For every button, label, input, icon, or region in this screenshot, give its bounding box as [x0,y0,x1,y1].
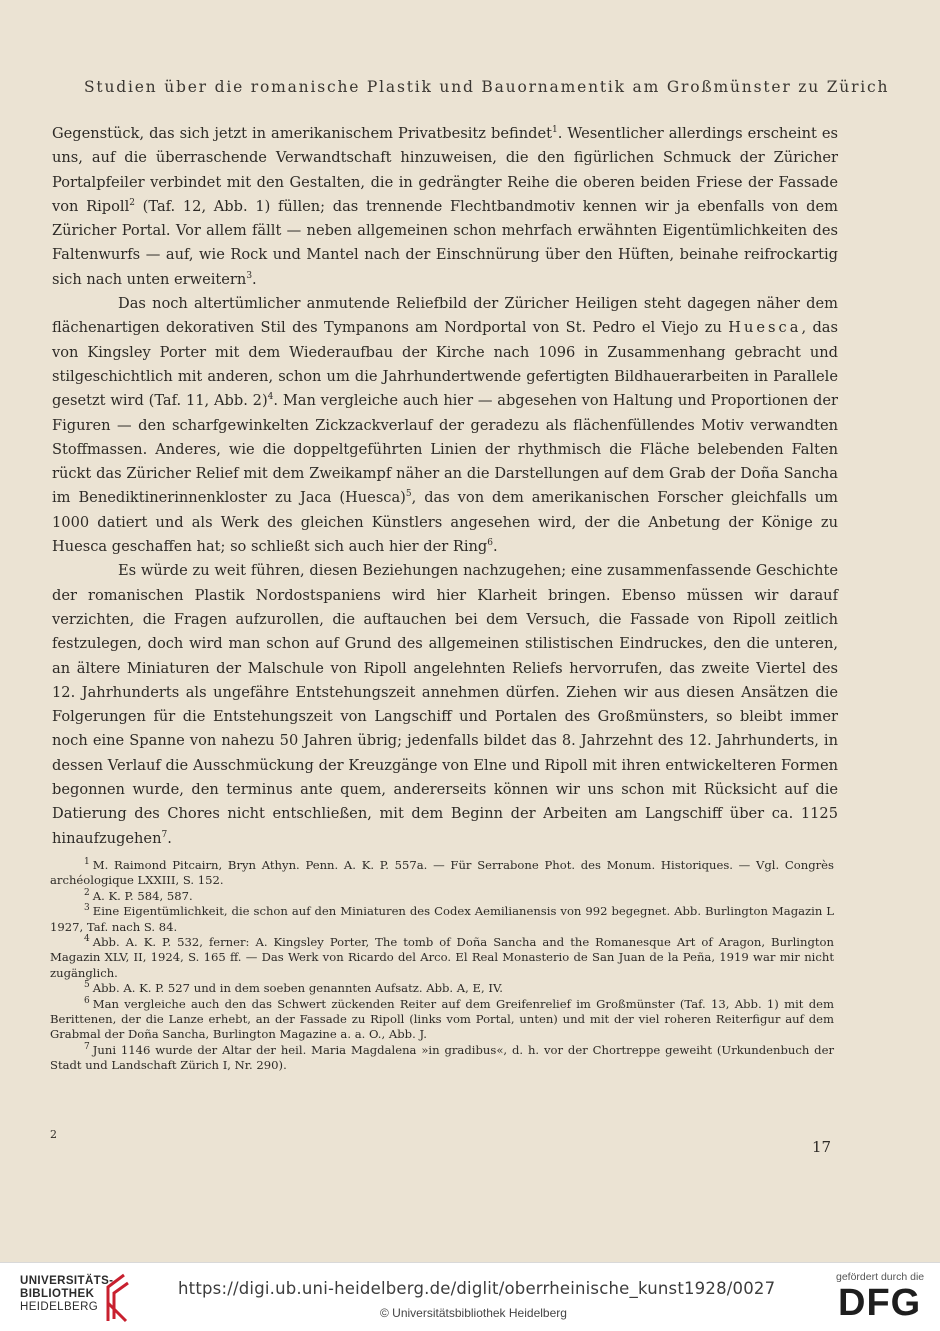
footnote-number: 3 [84,903,90,914]
footnote-number: 6 [84,995,90,1006]
footnote-ref: 4 [267,392,274,403]
signature-mark: 2 [50,1128,57,1141]
footnote-ref: 7 [161,829,168,840]
footnote-number: 1 [84,857,90,868]
text-run: , das von dem amerikanischen Forscher gleichfalls um 1000 datiert und als Werk des gleichen Künstlers angesehen wird, der die Anbetung der Könige zu Huesca geschaffen hat; so schließt sich auch hier der Ring [52,489,838,556]
paragraph-3 [52,559,838,851]
text-run: Es würde zu weit führen, diesen Beziehungen nachzugehen; eine zusammenfassende Geschichte der romanischen Plastik Nordostspaniens wird hier Klarheit bringen. Ebenso müssen wir darauf verzichten, die Fragen aufzurollen, die auftauchen bei dem Versuch, die Fassade von Ripoll zeitlich festzulegen, doch wird man schon auf Grund des allgemeinen stilistischen Eindruckes, den die unteren, an ältere Miniaturen der Malschule von Ripoll angelehnten Reliefs hervorrufen, das zweite Viertel des 12. Jahrhunderts als ungefähre Entstehungszeit annehmen dürfen. Ziehen wir aus diesen Ansätzen die Folgerungen für die Entstehungszeit von Langschiff und Portalen des Großmünsters, so bleibt immer noch eine Spanne von nahezu 50 Jahren übrig; jedenfalls bildet das 8. Jahrzehnt des 12. Jahrhunderts, in dessen Verlauf die Ausschmückung der Kreuzgänge von Elne und Ripoll mit ihren entwickelteren Formen begonnen wurde, den terminus ante quem, andererseits können wir uns schon mit Rücksicht auf die Datierung des Chores nicht entschließen, mit dem Beginn der Arbeiten am Langschiff über ca. 1125 hinaufzugehen [52,562,838,847]
ub-heidelberg-logo[interactable] [20,1273,138,1321]
footnote-ref: 2 [129,198,135,209]
footnote-number: 4 [84,934,90,945]
footnote [50,904,834,935]
library-name-line3: HEIDELBERG [20,1301,99,1313]
footnote-ref: 5 [405,489,412,500]
body-text [52,122,838,851]
text-run: Das noch altertümlicher anmutende Reliefbild der Züricher Heiligen steht dagegen näher dem flächenartigen dekorativen Stil des Tympanons am Nordportal von St. Pedro el Viejo zu [52,295,838,337]
footnotes [50,858,834,1074]
footnote [50,1043,834,1074]
footnote-text: Juni 1146 wurde der Altar der heil. Maria Magdalena »in gradibus«, d. h. vor der Chortreppe geweiht (Urkundenbuch der Stadt und Landschaft Zürich I, Nr. 290). [50,1042,834,1073]
footnote-text: A. K. P. 584, 587. [92,888,193,903]
spaced-place-name: Huesca [728,319,802,337]
ub-logo-mark-icon [102,1273,132,1323]
paragraph-1 [52,122,838,292]
text-run: . [493,538,498,556]
page-number: 17 [812,1138,832,1156]
footnote [50,889,834,904]
footnote-ref: 6 [487,538,493,549]
text-run: (Taf. 12, Abb. 1) füllen; das trennende Flechtbandmotiv kennen wir ja ebenfalls von dem Züricher Portal. Vor allem fällt — neben allgemeinen schon mehrfach erwähnten Eigentümlichkeiten des Faltenwurfs — auf, wie Rock und Mantel nach der Einschnürung über den Hüften, beinahe reifrockartig sich nach unten erweitern [52,197,839,288]
footnote-text: M. Raimond Pitcairn, Bryn Athyn. Penn. A. K. P. 557a. — Für Serrabone Phot. des Monum. Historiques. — Vgl. Congrès archéologique LXXIII, S. 152. [50,858,834,888]
running-title: Studien über die romanische Plastik und Bauornamentik am Großmünster zu Zürich [84,78,890,96]
text-run: . Man vergleiche auch hier — abgesehen von Haltung und Proportionen der Figuren — den scharfgewinkelten Zickzackverlauf der geradezu als flächenfüllendes Motiv verwandten Stoffmassen. Anderes, wie die doppeltgeführten Linien der rhythmisch die Fläche belebenden Falten rückt das Züricher Relief mit dem Zweikampf näher an die Darstellungen auf dem Grab der Doña Sancha im Benediktinerinnenkloster zu Jaca (Huesca) [52,392,838,507]
text-run: . Wesentlicher allerdings erscheint es uns, auf die überraschende Verwandtschaft hinzuweisen, die den figürlichen Schmuck der Züricher Portalpfeiler verbindet mit den Gestalten, die in gedrängter Reihe die oberen beiden Friese der Fassade von Ripoll [52,125,839,215]
permalink-url[interactable]: https://digi.ub.uni-heidelberg.de/diglit/oberrheinische_kunst1928/0027 [178,1279,776,1298]
footnote-ref: 1 [551,125,558,136]
funded-by-label: gefördert durch die [836,1271,925,1283]
footnote-number: 2 [84,887,90,898]
text-run: Gegenstück, das sich jetzt in amerikanischem Privatbesitz befindet [52,125,552,142]
footnote-number: 7 [84,1042,90,1053]
text-run: . [252,270,257,288]
footer-bar [0,1262,940,1331]
footnote-text: Eine Eigentümlichkeit, die schon auf den Miniaturen des Codex Aemilianensis von 992 begegnet. Abb. Burlington Magazin L 1927, Taf. nach S. 84. [50,904,834,934]
footnote-text: Abb. A. K. P. 532, ferner: A. Kingsley Porter, The tomb of Doña Sancha and the Romanesque Art of Aragon, Burlington Magazin XLV, II, 1924, S. 165 ff. — Das Werk von Ricardo del Arco. El Real Monasterio de San Juan de la Peña, 1919 war mir nicht zugänglich. [50,935,834,980]
footnote [50,997,834,1043]
footnote-ref: 3 [246,270,253,281]
text-run: . [167,829,172,847]
library-name-line1: UNIVERSITÄTS- [20,1275,114,1287]
footnote-text: Abb. A. K. P. 527 und in dem soeben genannten Aufsatz. Abb. A, E, IV. [92,981,503,996]
footnote-text: Man vergleiche auch den das Schwert zückenden Reiter auf dem Greifenrelief im Großmünster (Taf. 13, Abb. 1) mit dem Berittenen, der die Lanze erhebt, an der Fassade zu Ripoll (links vom Portal, unten) und mit der viel roheren Reiterfigur auf dem Grabmal der Doña Sancha, Burlington Magazine a. a. O., Abb. J. [50,996,834,1042]
footnote [50,858,834,889]
footnote [50,935,834,981]
footnote [50,981,834,996]
library-name-line2: BIBLIOTHEK [20,1288,95,1300]
text-run: , das von Kingsley Porter mit dem Wiederaufbau der Kirche nach 1096 in Zusammenhang gebracht und stilgeschichtlich mit anderen, schon um die Jahrhundertwende gefertigten Bildhauerarbeiten in Parallele gesetzt wird (Taf. 11, Abb. 2) [52,319,838,410]
copyright-notice: © Universitätsbibliothek Heidelberg [380,1306,567,1320]
footnote-number: 5 [84,980,90,991]
paragraph-2 [52,292,838,559]
dfg-logo[interactable]: DFG [838,1282,922,1324]
